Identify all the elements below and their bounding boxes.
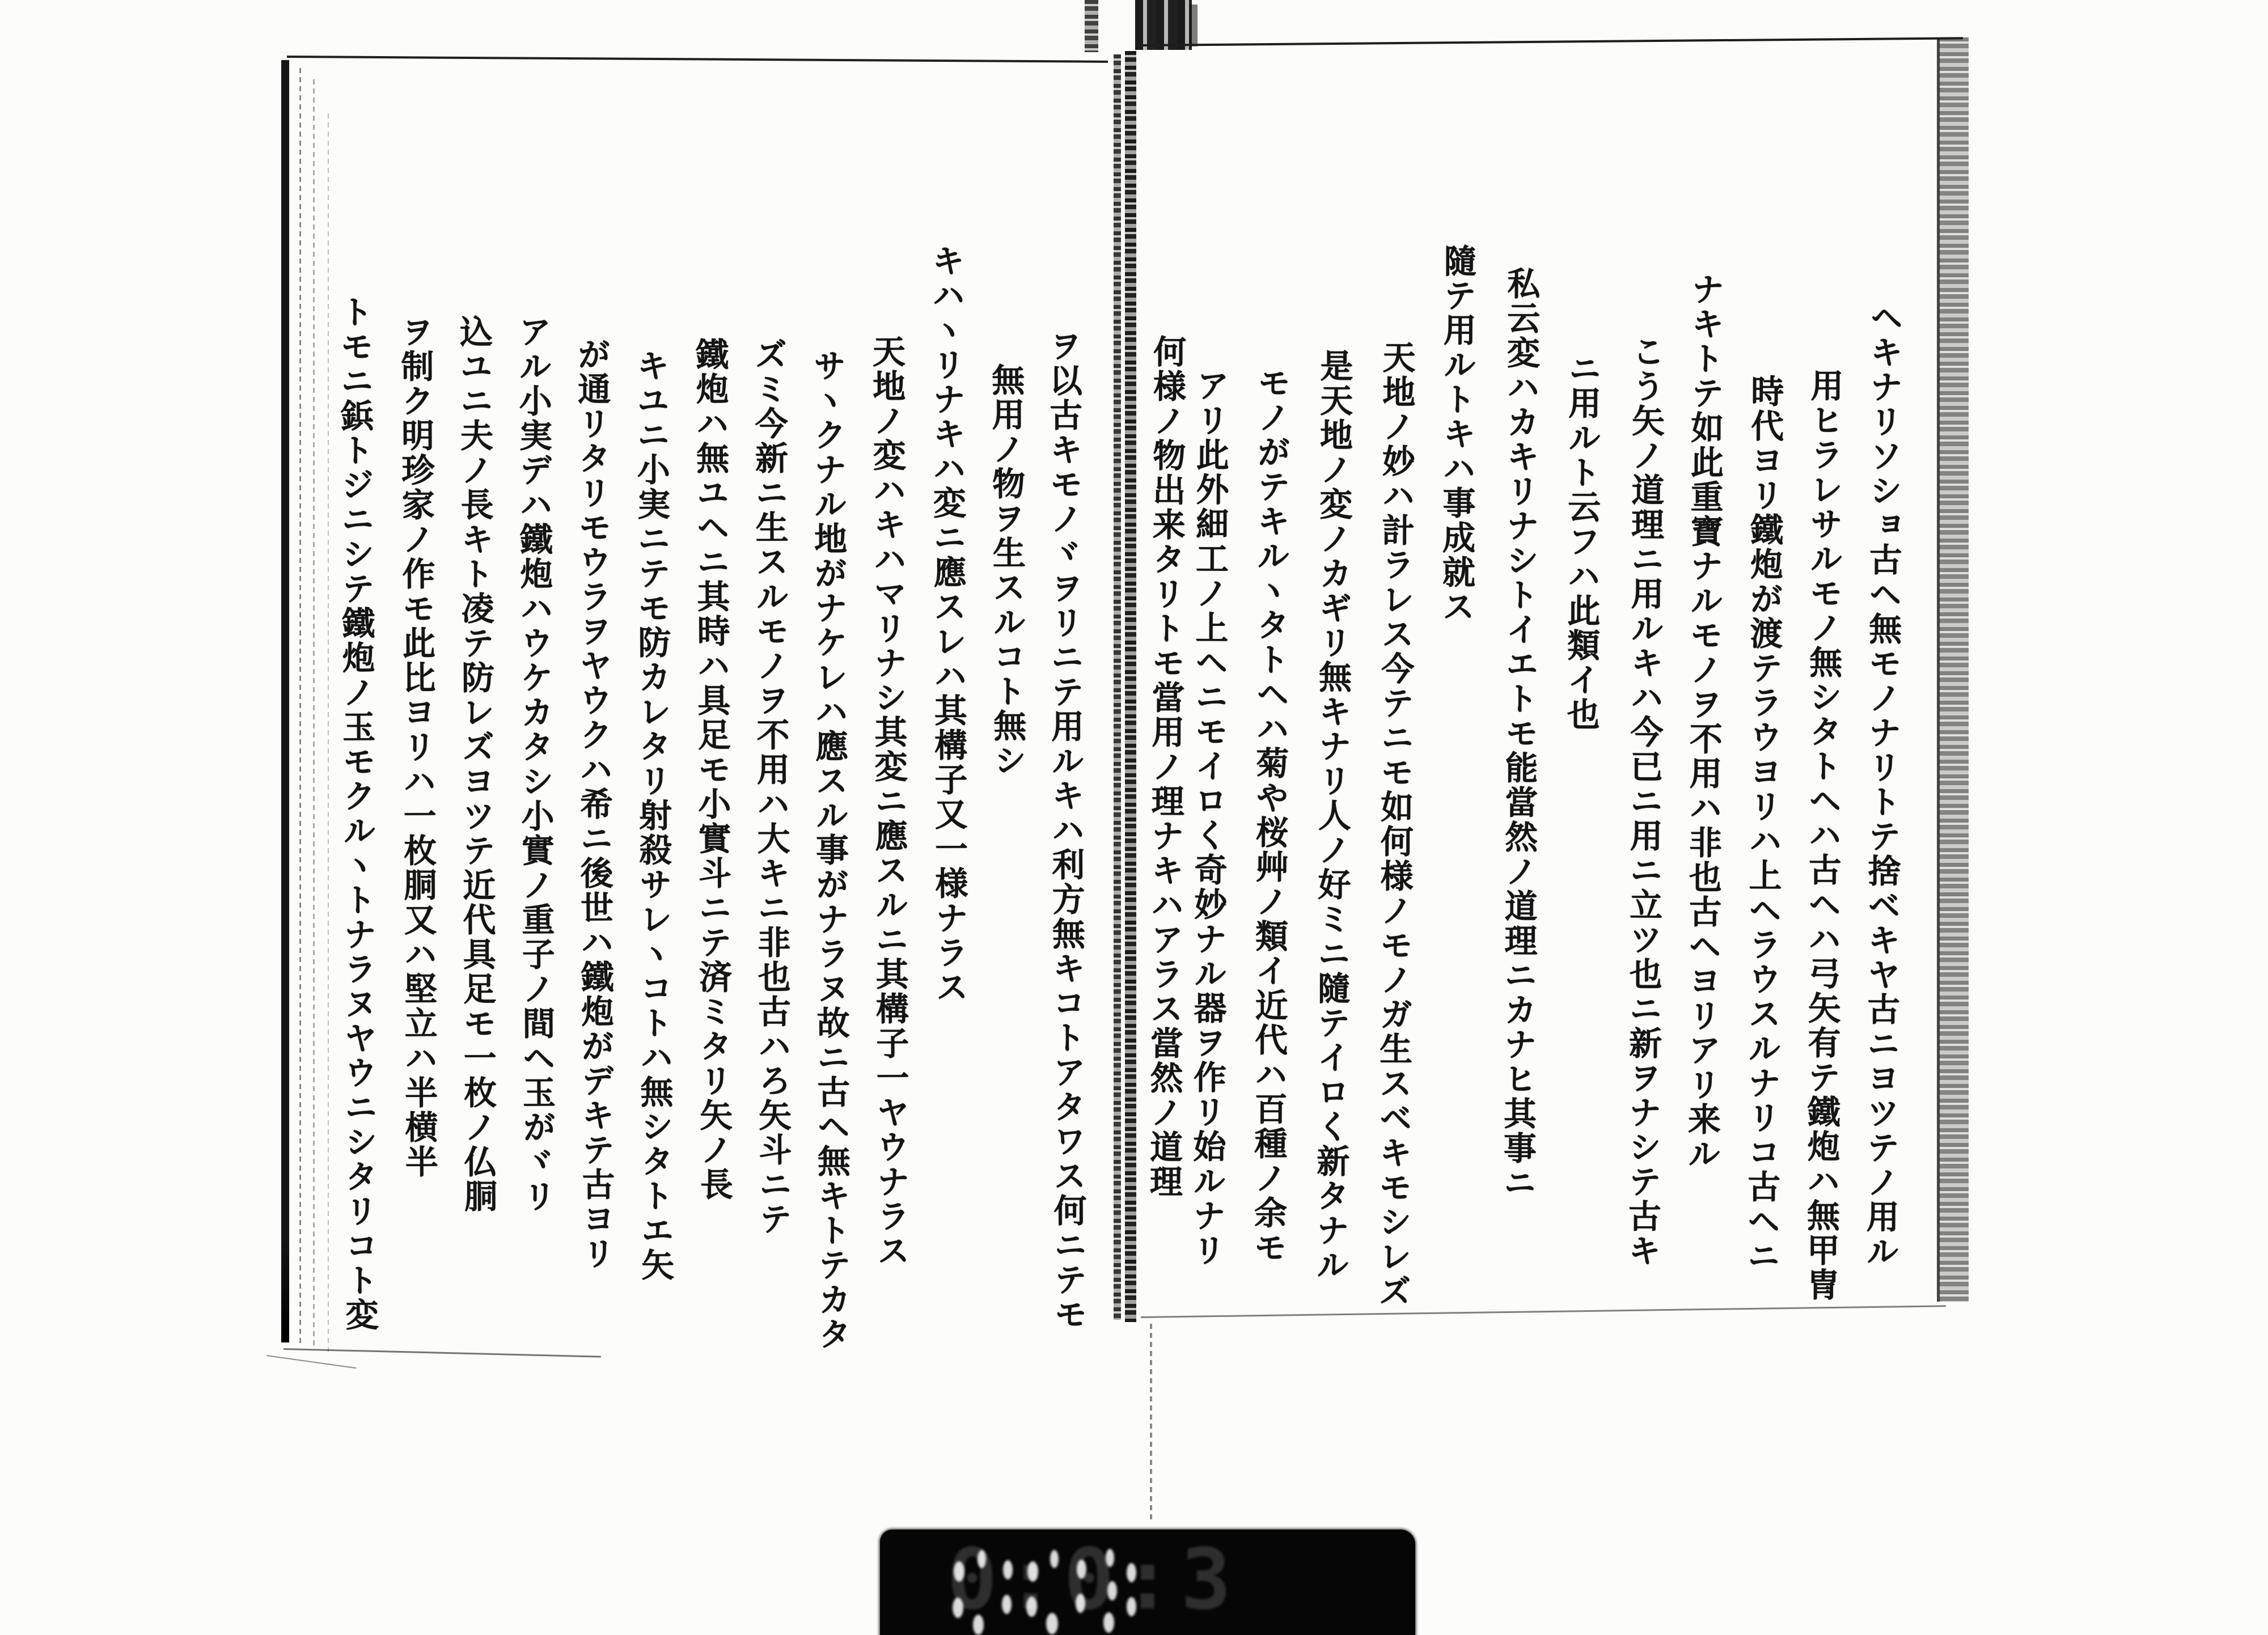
binding-tail-dotted-line xyxy=(1150,1324,1152,1522)
text-column: 天地ノ変ハキハマリナシ其変ニ應スルニ其構子一ヤウナラス xyxy=(866,334,911,1269)
left-page-leaf-edge-2 xyxy=(313,79,315,1349)
left-page-bottom-edge xyxy=(284,1348,601,1358)
text-column: が通リタリモウラヲヤウクハ希ニ後世ハ鐵炮がデキテ古ヨリ xyxy=(572,337,616,1272)
right-page-bottom-edge xyxy=(1141,1305,1946,1318)
text-column: ヲ制ク明珍家ノ作モ此比ヨリハ一枚胴又ハ堅立ハ半横半 xyxy=(395,314,438,1180)
text-column: 込ユニ夫ノ長キト凌テ防レズヨツテ近代具足モ一枚ノ仏胴 xyxy=(454,314,498,1214)
text-column: ナキトテ如此重寶ナルモノヲ不用ハ非也古ヘヨリアリ来ル xyxy=(1682,272,1725,1172)
left-page-leaf-edge-1 xyxy=(299,68,301,1344)
text-column: 天地ノ妙ハ計ラレス今テニモ如何様ノモノガ生スベキモシレズ xyxy=(1373,340,1416,1309)
text-column: トモニ鋲トジニシテ鐵炮ノ玉モクルヽトナラヌヤウニシタリコト変 xyxy=(335,294,379,1333)
right-page-right-edge xyxy=(1937,37,1940,1302)
text-column: ズミ今新ニ生スルモノヲ不用ハ大キニ非也古ハろ矢斗ニテ xyxy=(748,337,793,1237)
frame-counter-bar xyxy=(880,1530,1415,1635)
left-page-top-edge xyxy=(287,56,1108,63)
text-column: 用ヒラレサルモノ無シタトヘハ古ヘハ弓矢有テ鐵炮ハ無甲冑 xyxy=(1801,368,1844,1303)
binding-gutter-line-left xyxy=(1114,54,1121,1320)
counter-display: 0:0:3 xyxy=(947,1531,1239,1628)
text-column: 私云変ハカキリナシトイエトモ能當然ノ道理ニカナヒ其事ニ xyxy=(1497,266,1541,1201)
text-column: 無用ノ物ヲ生スルコト無シ xyxy=(986,362,1027,778)
text-column: モノがテキルヽタトヘハ菊や桜艸ノ類イ近代ハ百種ノ余モ xyxy=(1248,365,1291,1265)
left-page-leaf-edge-3 xyxy=(328,113,329,1355)
counter-led-dots xyxy=(880,1530,888,1548)
text-column: 隨テ用ルトキハ事成就ス xyxy=(1436,243,1477,625)
text-column: こう矢ノ道理ニ用ルキハ今已ニ用ニ立ツ也ニ新ヲナシテ古キ xyxy=(1622,334,1665,1269)
text-column: 何様ノ物出来タリトモ當用ノ理ナキハアラス當然ノ道理 xyxy=(1144,334,1187,1200)
scan-edge-speckle-strip xyxy=(1085,0,1098,52)
text-column: 鐵炮ハ無ユヘニ其時ハ具足モ小實斗ニテ済ミタリ矢ノ長 xyxy=(690,337,733,1202)
text-column: アル小実デハ鐵炮ハウケカタシ小實ノ重子ノ間ヘ玉がヾリ xyxy=(513,314,557,1214)
left-page-bottom-corner-wisp xyxy=(266,1355,357,1369)
text-column: ヲ以古キモノヾヲリニテ用ルキハ利方無キコトアタワス何ニテモ xyxy=(1043,328,1088,1332)
text-column: ニ用ルト云フハ此類イ也 xyxy=(1561,351,1602,732)
text-column: アリ此外細工ノ上ヘニモイロく奇妙ナル器ヲ作リ始ルナリ xyxy=(1187,368,1230,1268)
binding-gutter-line-right xyxy=(1125,51,1136,1322)
text-column: ヘキナリソショ古ヘ無モノナリトテ捨ベキヤ古ニヨツテノ用ル xyxy=(1860,300,1903,1269)
text-column: サヽクナル地がナケレハ應スル事がナラヌ故ニ古ヘ無キトテカタ xyxy=(807,348,852,1352)
left-page-left-edge xyxy=(281,60,289,1342)
scan-top-blob-shadow xyxy=(1190,5,1198,46)
text-column: キユニ小実ニテモ防カレタリ射殺サレヽコトハ無シタトエ矢 xyxy=(631,348,675,1283)
text-column: キハヽリナキハ変ニ應スレハ其構子又一様ナラス xyxy=(926,243,969,1005)
right-page-top-edge xyxy=(1140,37,1963,46)
text-column: 時代ヨリ鐵炮が渡テラウヨリハ上ヘラウスルナリコ古ヘニ xyxy=(1741,374,1784,1274)
text-column: 是天地ノ変ノカギリ無キナリ人ノ好ミニ隨テイロく新タナル xyxy=(1310,348,1353,1283)
right-page-leaf-edge-block xyxy=(1939,37,1969,1302)
scan-top-black-blob xyxy=(1135,0,1192,50)
